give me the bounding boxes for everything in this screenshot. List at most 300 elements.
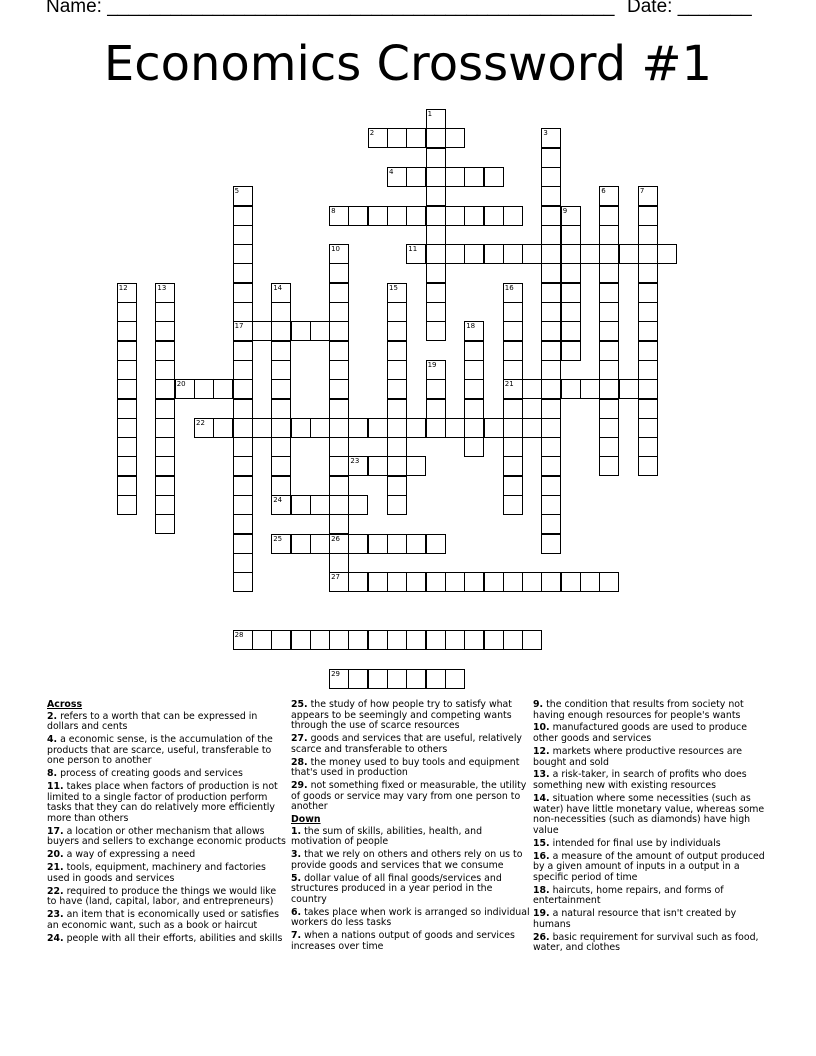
grid-cell[interactable] [426, 321, 446, 341]
grid-cell[interactable] [387, 669, 407, 689]
grid-cell[interactable] [464, 244, 484, 264]
grid-cell[interactable] [368, 418, 388, 438]
grid-cell[interactable] [541, 206, 561, 226]
grid-cell[interactable] [233, 495, 253, 515]
grid-cell[interactable] [117, 418, 137, 438]
grid-cell[interactable] [657, 244, 677, 264]
grid-cell[interactable] [503, 302, 523, 322]
grid-cell[interactable] [503, 476, 523, 496]
grid-cell[interactable] [233, 572, 253, 592]
clue-item-text: the money used to buy tools and equipment that's used in production [291, 756, 520, 779]
grid-cell[interactable] [561, 379, 581, 399]
grid-cell[interactable] [638, 244, 658, 264]
grid-cell[interactable] [426, 379, 446, 399]
grid-cell[interactable] [117, 437, 137, 457]
grid-cell[interactable] [522, 418, 542, 438]
grid-cell[interactable] [638, 283, 658, 303]
grid-cell[interactable] [484, 206, 504, 226]
grid-cell[interactable] [329, 456, 349, 476]
grid-cell[interactable] [426, 630, 446, 650]
grid-cell[interactable] [117, 456, 137, 476]
name-field-label[interactable]: Name: ________________________________________________ [46, 0, 615, 17]
grid-cell[interactable] [406, 128, 426, 148]
grid-cell[interactable] [233, 534, 253, 554]
grid-cell[interactable] [426, 534, 446, 554]
grid-cell[interactable] [464, 418, 484, 438]
clue-number: 22 [196, 418, 205, 427]
grid-cell[interactable] [638, 341, 658, 361]
grid-cell[interactable] [175, 379, 195, 399]
grid-cell[interactable] [155, 514, 175, 534]
grid-cell[interactable] [329, 206, 349, 226]
grid-cell[interactable] [348, 572, 368, 592]
grid-cell[interactable] [291, 495, 311, 515]
grid-cell[interactable] [464, 399, 484, 419]
grid-cell[interactable] [426, 572, 446, 592]
grid-cell[interactable] [117, 302, 137, 322]
grid-cell[interactable] [233, 341, 253, 361]
grid-cell[interactable] [503, 495, 523, 515]
grid-cell[interactable] [445, 630, 465, 650]
grid-cell[interactable] [522, 572, 542, 592]
grid-cell[interactable] [464, 321, 484, 341]
grid-cell[interactable] [599, 206, 619, 226]
grid-cell[interactable] [541, 128, 561, 148]
grid-cell[interactable] [291, 321, 311, 341]
grid-cell[interactable] [329, 572, 349, 592]
grid-cell[interactable] [387, 437, 407, 457]
grid-cell[interactable] [387, 379, 407, 399]
grid-cell[interactable] [406, 167, 426, 187]
grid-cell[interactable] [445, 572, 465, 592]
grid-cell[interactable] [464, 630, 484, 650]
grid-cell[interactable] [638, 225, 658, 245]
grid-cell[interactable] [271, 437, 291, 457]
grid-cell[interactable] [561, 225, 581, 245]
grid-cell[interactable] [599, 244, 619, 264]
grid-cell[interactable] [387, 302, 407, 322]
grid-cell[interactable] [541, 360, 561, 380]
grid-cell[interactable] [233, 360, 253, 380]
grid-cell[interactable] [271, 418, 291, 438]
grid-cell[interactable] [329, 630, 349, 650]
grid-cell[interactable] [599, 321, 619, 341]
grid-cell[interactable] [387, 360, 407, 380]
grid-cell[interactable] [638, 263, 658, 283]
clue-item [291, 931, 531, 952]
grid-cell[interactable] [484, 630, 504, 650]
grid-cell[interactable] [387, 476, 407, 496]
grid-cell[interactable] [503, 321, 523, 341]
grid-cell[interactable] [348, 630, 368, 650]
grid-cell[interactable] [155, 437, 175, 457]
grid-cell[interactable] [426, 148, 446, 168]
grid-cell[interactable] [329, 514, 349, 534]
grid-cell[interactable] [213, 418, 233, 438]
grid-cell[interactable] [503, 283, 523, 303]
grid-cell[interactable] [310, 418, 330, 438]
grid-cell[interactable] [233, 302, 253, 322]
grid-cell[interactable] [271, 360, 291, 380]
grid-cell[interactable] [271, 476, 291, 496]
grid-cell[interactable] [445, 244, 465, 264]
grid-cell[interactable] [252, 321, 272, 341]
grid-cell[interactable] [561, 302, 581, 322]
grid-cell[interactable] [599, 186, 619, 206]
grid-cell[interactable] [522, 244, 542, 264]
grid-cell[interactable] [368, 630, 388, 650]
grid-cell[interactable] [155, 283, 175, 303]
grid-cell[interactable] [426, 206, 446, 226]
grid-cell[interactable] [233, 244, 253, 264]
clue-item [47, 863, 287, 884]
grid-cell[interactable] [599, 360, 619, 380]
grid-cell[interactable] [541, 572, 561, 592]
grid-cell[interactable] [252, 630, 272, 650]
grid-cell[interactable] [541, 476, 561, 496]
grid-cell[interactable] [522, 379, 542, 399]
grid-cell[interactable] [271, 379, 291, 399]
grid-cell[interactable] [561, 283, 581, 303]
grid-cell[interactable] [426, 167, 446, 187]
grid-cell[interactable] [599, 399, 619, 419]
grid-cell[interactable] [329, 341, 349, 361]
grid-cell[interactable] [503, 630, 523, 650]
grid-cell[interactable] [387, 283, 407, 303]
grid-cell[interactable] [233, 263, 253, 283]
grid-cell[interactable] [329, 263, 349, 283]
grid-cell[interactable] [233, 186, 253, 206]
grid-cell[interactable] [561, 244, 581, 264]
grid-cell[interactable] [599, 379, 619, 399]
grid-cell[interactable] [329, 360, 349, 380]
clue-item [47, 769, 287, 780]
grid-cell[interactable] [233, 283, 253, 303]
grid-cell[interactable] [117, 495, 137, 515]
grid-cell[interactable] [406, 418, 426, 438]
grid-cell[interactable] [580, 379, 600, 399]
grid-cell[interactable] [464, 341, 484, 361]
grid-cell[interactable] [426, 244, 446, 264]
grid-cell[interactable] [445, 669, 465, 689]
grid-cell[interactable] [503, 572, 523, 592]
grid-cell[interactable] [252, 418, 272, 438]
grid-cell[interactable] [541, 514, 561, 534]
grid-cell[interactable] [599, 225, 619, 245]
grid-cell[interactable] [464, 437, 484, 457]
grid-cell[interactable] [387, 418, 407, 438]
grid-cell[interactable] [233, 476, 253, 496]
grid-cell[interactable] [271, 341, 291, 361]
date-field-label[interactable]: Date: _______ [627, 0, 752, 17]
grid-cell[interactable] [329, 553, 349, 573]
grid-cell[interactable] [464, 167, 484, 187]
grid-cell[interactable] [638, 360, 658, 380]
grid-cell[interactable] [368, 669, 388, 689]
grid-cell[interactable] [194, 418, 214, 438]
grid-cell[interactable] [406, 206, 426, 226]
grid-cell[interactable] [426, 669, 446, 689]
grid-cell[interactable] [464, 360, 484, 380]
grid-cell[interactable] [117, 283, 137, 303]
grid-cell[interactable] [387, 341, 407, 361]
grid-cell[interactable] [368, 534, 388, 554]
clue-number: 15 [389, 283, 398, 292]
grid-cell[interactable] [426, 109, 446, 129]
grid-cell[interactable] [561, 341, 581, 361]
clue-number: 21 [504, 380, 514, 389]
grid-cell[interactable] [541, 148, 561, 168]
grid-cell[interactable] [484, 572, 504, 592]
grid-cell[interactable] [348, 418, 368, 438]
grid-cell[interactable] [233, 379, 253, 399]
grid-cell[interactable] [484, 244, 504, 264]
grid-cell[interactable] [387, 167, 407, 187]
grid-cell[interactable] [406, 244, 426, 264]
grid-cell[interactable] [445, 206, 465, 226]
grid-cell[interactable] [271, 302, 291, 322]
grid-cell[interactable] [117, 341, 137, 361]
grid-cell[interactable] [348, 456, 368, 476]
grid-cell[interactable] [541, 167, 561, 187]
grid-cell[interactable] [213, 379, 233, 399]
grid-cell[interactable] [155, 495, 175, 515]
grid-cell[interactable] [329, 321, 349, 341]
grid-cell[interactable] [233, 553, 253, 573]
grid-cell[interactable] [387, 456, 407, 476]
grid-cell[interactable] [541, 341, 561, 361]
grid-cell[interactable] [329, 476, 349, 496]
clue-number: 1 [427, 110, 433, 118]
grid-cell[interactable] [484, 167, 504, 187]
grid-cell[interactable] [194, 379, 214, 399]
grid-cell[interactable] [387, 630, 407, 650]
grid-cell[interactable] [406, 630, 426, 650]
grid-cell[interactable] [233, 206, 253, 226]
grid-cell[interactable] [464, 379, 484, 399]
grid-cell[interactable] [271, 399, 291, 419]
grid-cell[interactable] [426, 360, 446, 380]
grid-cell[interactable] [426, 225, 446, 245]
grid-cell[interactable] [599, 418, 619, 438]
grid-cell[interactable] [638, 206, 658, 226]
grid-cell[interactable] [599, 263, 619, 283]
grid-cell[interactable] [368, 456, 388, 476]
grid-cell[interactable] [348, 534, 368, 554]
grid-cell[interactable] [406, 572, 426, 592]
grid-cell[interactable] [541, 418, 561, 438]
grid-cell[interactable] [541, 321, 561, 341]
clue-item-number: 8. [47, 768, 58, 780]
grid-cell[interactable] [329, 283, 349, 303]
grid-cell[interactable] [503, 360, 523, 380]
grid-cell[interactable] [619, 244, 639, 264]
grid-cell[interactable] [155, 456, 175, 476]
grid-cell[interactable] [368, 572, 388, 592]
grid-cell[interactable] [117, 360, 137, 380]
grid-cell[interactable] [464, 572, 484, 592]
grid-cell[interactable] [541, 263, 561, 283]
grid-cell[interactable] [426, 283, 446, 303]
grid-cell[interactable] [233, 630, 253, 650]
grid-cell[interactable] [426, 186, 446, 206]
grid-cell[interactable] [310, 321, 330, 341]
grid-cell[interactable] [387, 534, 407, 554]
grid-cell[interactable] [155, 321, 175, 341]
grid-cell[interactable] [233, 456, 253, 476]
grid-cell[interactable] [541, 456, 561, 476]
grid-cell[interactable] [387, 572, 407, 592]
grid-cell[interactable] [117, 399, 137, 419]
grid-cell[interactable] [541, 399, 561, 419]
grid-cell[interactable] [406, 669, 426, 689]
grid-cell[interactable] [117, 321, 137, 341]
clue-item-text: the sum of skills, abilities, health, and motivation of people [291, 825, 483, 848]
grid-cell[interactable] [117, 379, 137, 399]
grid-cell[interactable] [155, 379, 175, 399]
grid-cell[interactable] [233, 321, 253, 341]
grid-cell[interactable] [368, 206, 388, 226]
grid-cell[interactable] [291, 534, 311, 554]
grid-cell[interactable] [291, 630, 311, 650]
grid-cell[interactable] [329, 399, 349, 419]
grid-cell[interactable] [387, 206, 407, 226]
grid-cell[interactable] [310, 495, 330, 515]
grid-cell[interactable] [155, 341, 175, 361]
grid-cell[interactable] [329, 534, 349, 554]
grid-cell[interactable] [561, 572, 581, 592]
grid-cell[interactable] [561, 321, 581, 341]
grid-cell[interactable] [561, 206, 581, 226]
grid-cell[interactable] [580, 572, 600, 592]
grid-cell[interactable] [387, 128, 407, 148]
grid-cell[interactable] [329, 669, 349, 689]
grid-cell[interactable] [503, 399, 523, 419]
grid-cell[interactable] [329, 244, 349, 264]
grid-cell[interactable] [271, 534, 291, 554]
grid-cell[interactable] [484, 418, 504, 438]
grid-cell[interactable] [503, 437, 523, 457]
grid-cell[interactable] [348, 206, 368, 226]
grid-cell[interactable] [271, 283, 291, 303]
clue-item-text: a way of expressing a need [63, 849, 196, 861]
grid-cell[interactable] [329, 379, 349, 399]
grid-cell[interactable] [638, 399, 658, 419]
grid-cell[interactable] [155, 418, 175, 438]
grid-cell[interactable] [329, 437, 349, 457]
grid-cell[interactable] [329, 418, 349, 438]
grid-cell[interactable] [445, 128, 465, 148]
grid-cell[interactable] [599, 341, 619, 361]
grid-cell[interactable] [155, 399, 175, 419]
grid-cell[interactable] [271, 495, 291, 515]
grid-cell[interactable] [541, 186, 561, 206]
grid-cell[interactable] [638, 302, 658, 322]
grid-cell[interactable] [155, 476, 175, 496]
grid-cell[interactable] [387, 495, 407, 515]
grid-cell[interactable] [406, 534, 426, 554]
grid-cell[interactable] [541, 437, 561, 457]
grid-cell[interactable] [541, 495, 561, 515]
grid-cell[interactable] [503, 341, 523, 361]
grid-cell[interactable] [233, 514, 253, 534]
grid-cell[interactable] [310, 630, 330, 650]
grid-cell[interactable] [233, 418, 253, 438]
grid-cell[interactable] [233, 225, 253, 245]
grid-cell[interactable] [426, 399, 446, 419]
grid-cell[interactable] [368, 128, 388, 148]
grid-cell[interactable] [619, 379, 639, 399]
grid-cell[interactable] [638, 418, 658, 438]
grid-cell[interactable] [541, 302, 561, 322]
grid-cell[interactable] [599, 456, 619, 476]
grid-cell[interactable] [541, 225, 561, 245]
grid-cell[interactable] [271, 321, 291, 341]
grid-cell[interactable] [503, 418, 523, 438]
grid-cell[interactable] [561, 263, 581, 283]
grid-cell[interactable] [503, 206, 523, 226]
grid-cell[interactable] [291, 418, 311, 438]
grid-cell[interactable] [638, 456, 658, 476]
grid-cell[interactable] [522, 630, 542, 650]
clue-number: 7 [639, 187, 645, 196]
grid-cell[interactable] [580, 244, 600, 264]
grid-cell[interactable] [541, 379, 561, 399]
grid-cell[interactable] [387, 321, 407, 341]
grid-cell[interactable] [503, 379, 523, 399]
grid-cell[interactable] [445, 167, 465, 187]
grid-cell[interactable] [155, 360, 175, 380]
grid-cell[interactable] [329, 302, 349, 322]
clue-item [291, 781, 531, 813]
grid-cell[interactable] [599, 283, 619, 303]
grid-cell[interactable] [541, 534, 561, 554]
clue-item [533, 933, 773, 954]
grid-cell[interactable] [638, 186, 658, 206]
grid-cell[interactable] [599, 302, 619, 322]
grid-cell[interactable] [271, 630, 291, 650]
grid-cell[interactable] [445, 418, 465, 438]
grid-cell[interactable] [464, 206, 484, 226]
clues-column-2 [291, 700, 531, 955]
grid-cell[interactable] [271, 456, 291, 476]
grid-cell[interactable] [426, 263, 446, 283]
grid-cell[interactable] [310, 534, 330, 554]
grid-cell[interactable] [638, 379, 658, 399]
grid-cell[interactable] [503, 456, 523, 476]
grid-cell[interactable] [406, 456, 426, 476]
grid-cell[interactable] [387, 399, 407, 419]
grid-cell[interactable] [348, 669, 368, 689]
grid-cell[interactable] [541, 244, 561, 264]
grid-cell[interactable] [233, 399, 253, 419]
grid-cell[interactable] [348, 495, 368, 515]
grid-cell[interactable] [426, 418, 446, 438]
grid-cell[interactable] [599, 437, 619, 457]
clue-item-text: not something fixed or measurable, the utility of goods or service may vary from one person to another [291, 780, 527, 813]
grid-cell[interactable] [155, 302, 175, 322]
grid-cell[interactable] [638, 321, 658, 341]
grid-cell[interactable] [329, 495, 349, 515]
grid-cell[interactable] [638, 437, 658, 457]
grid-cell[interactable] [233, 437, 253, 457]
grid-cell[interactable] [503, 244, 523, 264]
grid-cell[interactable] [541, 283, 561, 303]
grid-cell[interactable] [117, 476, 137, 496]
grid-cell[interactable] [426, 302, 446, 322]
grid-cell[interactable] [426, 128, 446, 148]
grid-cell[interactable] [599, 572, 619, 592]
